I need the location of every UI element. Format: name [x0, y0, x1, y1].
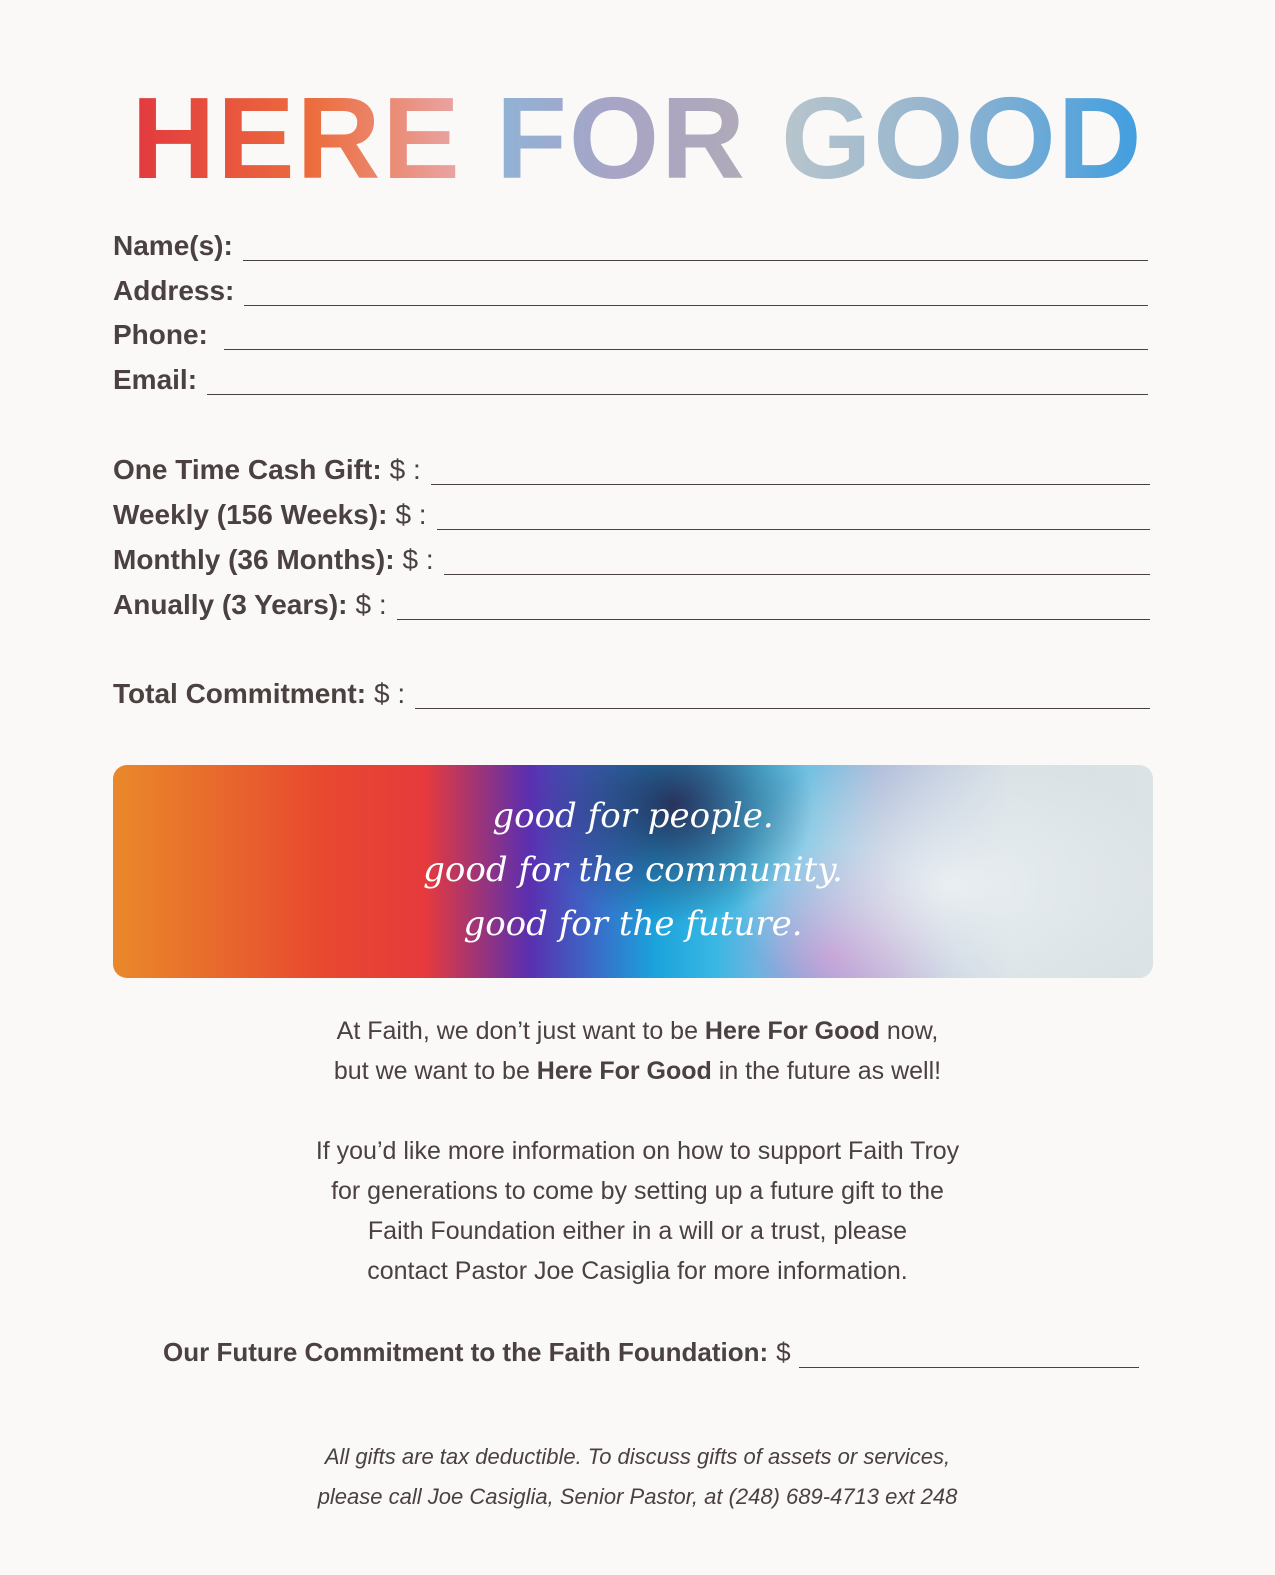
monthly-gift-label: Monthly (36 Months): — [113, 544, 395, 575]
email-fill-line[interactable] — [207, 394, 1148, 395]
address-fill-line[interactable] — [244, 305, 1148, 306]
name-label: Name(s): — [113, 230, 233, 261]
currency-symbol: $ : — [402, 544, 434, 575]
intro-text: At Faith, we don’t just want to be — [336, 1017, 705, 1045]
future-commitment-fill-line[interactable] — [799, 1367, 1139, 1368]
banner-line: good for the future. — [463, 904, 803, 944]
email-label: Email: — [113, 364, 198, 395]
title-word-good: GOOD — [781, 73, 1144, 203]
footer-line: All gifts are tax deductible. To discuss gifts of assets or services, — [324, 1444, 951, 1469]
intro-text: in the future as well! — [711, 1057, 942, 1085]
weekly-gift-fill-line[interactable] — [437, 529, 1150, 530]
monthly-gift-fill-line[interactable] — [444, 574, 1150, 575]
total-commitment-fill-line[interactable] — [415, 708, 1150, 709]
info-line: contact Pastor Joe Casiglia for more information. — [367, 1257, 908, 1285]
intro-line — [0, 1011, 1275, 1051]
info-line: for generations to come by setting up a future gift to the — [331, 1177, 944, 1205]
banner-line: good for people. — [492, 796, 774, 836]
intro-emphasis: Here For Good — [704, 1017, 880, 1045]
email-field-row — [113, 363, 1148, 397]
name-field-row — [113, 229, 1148, 263]
gradient-banner — [113, 765, 1153, 978]
footer-note — [0, 1437, 1275, 1517]
total-commitment-label: Total Commitment: — [113, 678, 367, 709]
address-field-row — [113, 274, 1148, 308]
weekly-gift-label: Weekly (156 Weeks): — [113, 499, 388, 530]
name-fill-line[interactable] — [243, 260, 1148, 261]
total-commitment-row — [113, 677, 1150, 711]
info-line: If you’d like more information on how to support Faith Troy — [315, 1137, 960, 1165]
phone-label: Phone: — [113, 319, 208, 350]
currency-symbol: $ : — [395, 499, 427, 530]
intro-text: now, — [879, 1017, 939, 1045]
annual-gift-label: Anually (3 Years): — [113, 589, 348, 620]
info-paragraph — [0, 1131, 1275, 1291]
monthly-gift-row — [113, 543, 1150, 577]
currency-symbol: $ : — [389, 454, 421, 485]
intro-emphasis: Here For Good — [536, 1057, 712, 1085]
phone-fill-line[interactable] — [224, 349, 1148, 350]
intro-line — [0, 1051, 1275, 1091]
banner-text — [113, 789, 1153, 951]
intro-text: but we want to be — [333, 1057, 537, 1085]
footer-line: please call Joe Casiglia, Senior Pastor, at (248) 689-4713 ext 248 — [317, 1484, 958, 1509]
page-title — [0, 73, 1275, 203]
title-word-for: FOR — [495, 73, 747, 203]
title-word-here: HERE — [131, 73, 462, 203]
one-time-gift-row — [113, 453, 1150, 487]
annual-gift-fill-line[interactable] — [397, 619, 1150, 620]
one-time-gift-fill-line[interactable] — [431, 484, 1150, 485]
future-commitment-label: Our Future Commitment to the Faith Foundation: — [163, 1337, 769, 1367]
banner-line: good for the community. — [423, 850, 843, 890]
one-time-gift-label: One Time Cash Gift: — [113, 454, 382, 485]
currency-symbol: $ : — [374, 678, 406, 709]
currency-symbol: $ : — [355, 589, 387, 620]
currency-symbol: $ — [776, 1337, 791, 1367]
address-label: Address: — [113, 275, 235, 306]
intro-paragraph — [0, 1011, 1275, 1091]
weekly-gift-row — [113, 498, 1150, 532]
annual-gift-row — [113, 588, 1150, 622]
future-commitment-row — [163, 1334, 1139, 1370]
info-line: Faith Foundation either in a will or a trust, please — [367, 1217, 908, 1245]
phone-field-row — [113, 318, 1148, 352]
